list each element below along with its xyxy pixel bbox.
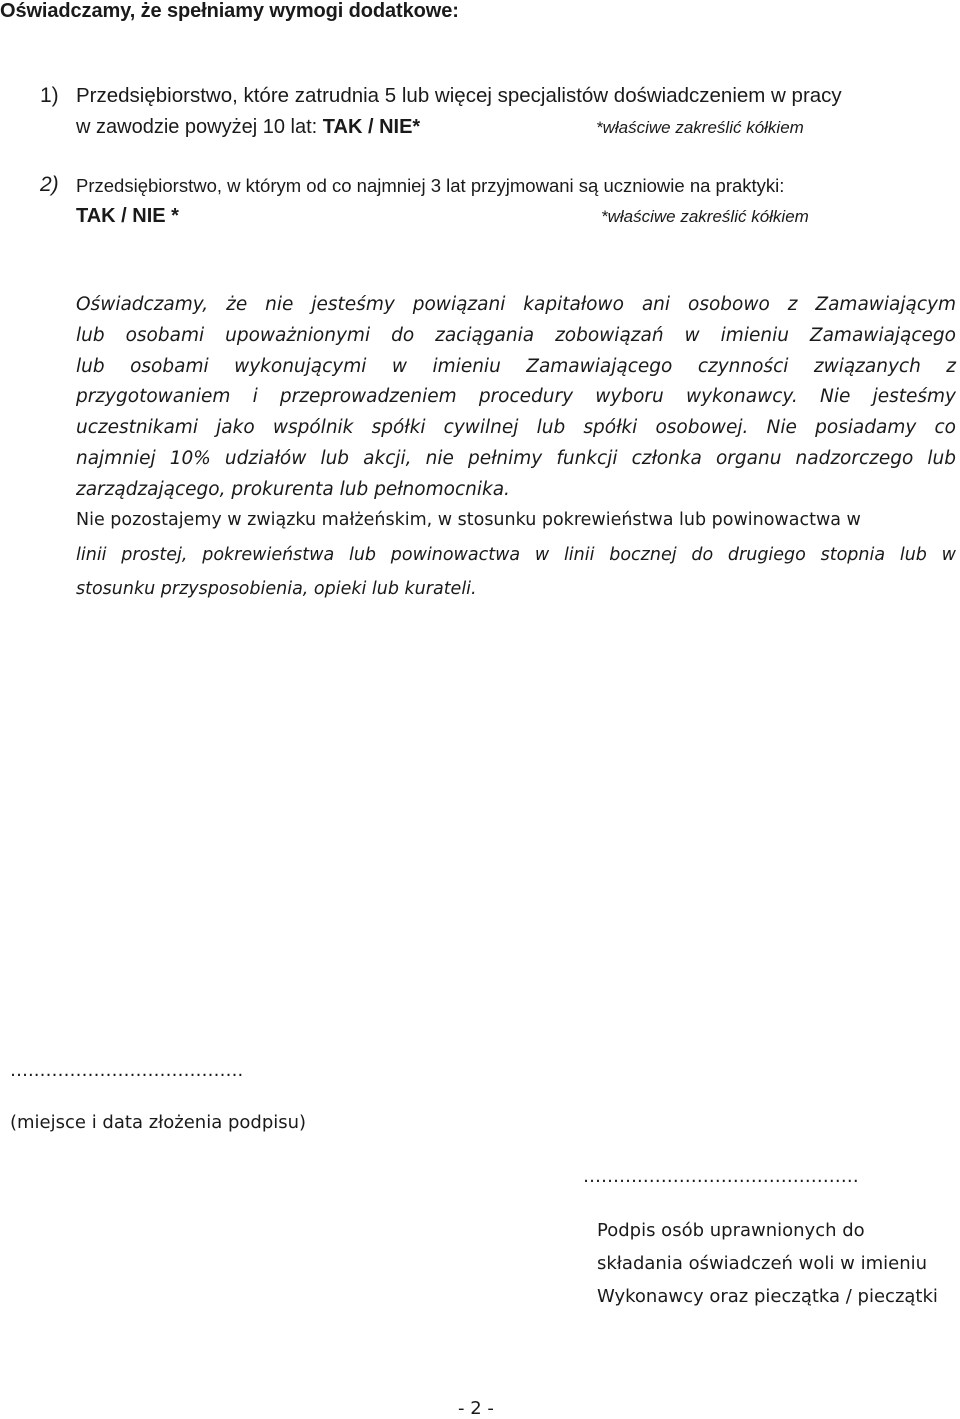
item2-choice: TAK / NIE *: [76, 205, 179, 227]
item1-line2-text: w zawodzie powyżej 10 lat:: [76, 116, 323, 138]
declaration2-line: linii prostej, pokrewieństwa lub powinowactwa w linii bocznej do drugiego stopnia lub w: [76, 545, 956, 565]
item1-choice: TAK / NIE*: [322, 116, 421, 138]
declaration-paragraph: [76, 290, 956, 506]
declaration2-paragraph: [76, 538, 956, 606]
page-number: - 2 -: [458, 1398, 494, 1419]
declaration2-line: stosunku przysposobienia, opieki lub kurateli.: [76, 579, 477, 599]
declaration-line: lub osobami upoważnionymi do zaciągania zobowiązań w imieniu Zamawiającego: [76, 324, 956, 346]
signature-right-line: Wykonawcy oraz pieczątka / pieczątki: [597, 1286, 938, 1307]
declaration2-line1: Nie pozostajemy w związku małżeńskim, w stosunku pokrewieństwa lub powinowactwa w: [76, 510, 861, 530]
item1-note: *właściwe zakreślić kółkiem: [596, 118, 804, 137]
item1-number: 1): [40, 84, 59, 107]
declaration-line: przygotowaniem i przeprowadzeniem procedury wyboru wykonawcy. Nie jesteśmy: [76, 386, 956, 408]
item1-line1: Przedsiębiorstwo, które zatrudnia 5 lub więcej specjalistów doświadczeniem w pracy: [76, 84, 842, 107]
page-heading: Oświadczamy, że spełniamy wymogi dodatkowe:: [0, 0, 459, 22]
declaration-line: Oświadczamy, że nie jesteśmy powiązani kapitałowo ani osobowo z Zamawiającym: [76, 294, 956, 315]
signature-right-dots: ……….………………………………: [583, 1166, 859, 1187]
declaration-line: najmniej 10% udziałów lub akcji, nie pełnimy funkcji członka organu nadzorczego lub: [76, 447, 956, 469]
item2-note: *właściwe zakreślić kółkiem: [601, 207, 809, 226]
declaration-line: lub osobami wykonującymi w imieniu Zamawiającego czynności związanych z: [76, 355, 956, 377]
item2-line1: Przedsiębiorstwo, w którym od co najmniej 3 lat przyjmowani są uczniowie na praktyki:: [76, 175, 785, 196]
signature-left-label: (miejsce i data złożenia podpisu): [10, 1112, 307, 1133]
signature-left-dots: …..…………………………….: [10, 1060, 244, 1081]
declaration-line: zarządzającego, prokurenta lub pełnomocnika.: [76, 478, 510, 500]
item1-line2: [76, 116, 420, 139]
signature-right-line: składania oświadczeń woli w imieniu: [597, 1253, 928, 1274]
declaration-line: uczestnikami jako wspólnik spółki cywilnej lub spółki osobowej. Nie posiadamy co: [76, 417, 956, 439]
signature-right-line: Podpis osób uprawnionych do: [597, 1220, 865, 1241]
item2-number: 2): [40, 173, 59, 196]
